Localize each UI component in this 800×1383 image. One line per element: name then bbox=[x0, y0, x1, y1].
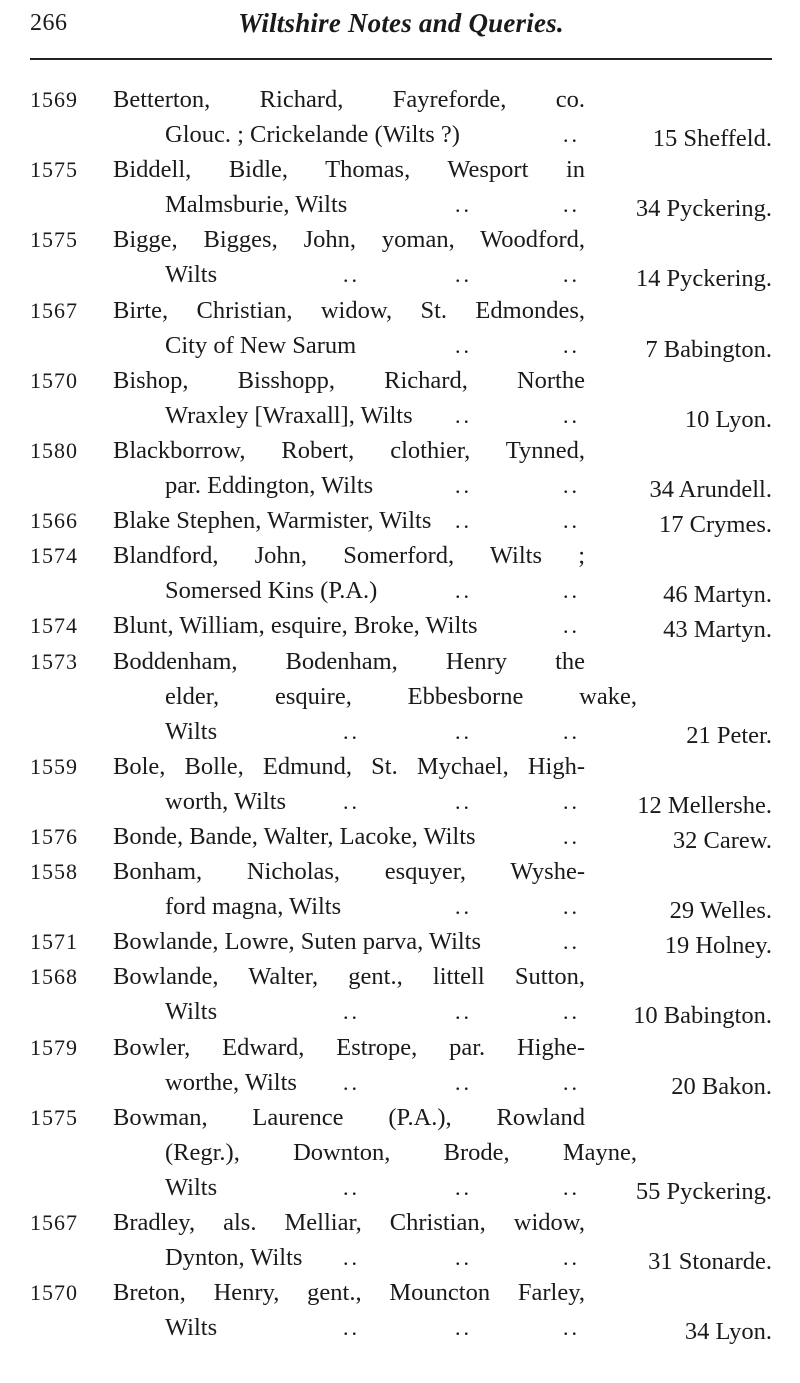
entry-text: Bowlande, Walter, gent., littell Sutton, bbox=[113, 963, 585, 991]
entry bbox=[0, 433, 800, 503]
entry-text: (Regr.), Downton, Brode, Mayne, bbox=[165, 1138, 637, 1166]
entry-text: Wraxley [Wraxall], Wilts bbox=[165, 401, 413, 429]
leader-dots: .. bbox=[343, 1315, 360, 1341]
entry-line bbox=[0, 222, 800, 257]
running-title: Wiltshire Notes and Queries. bbox=[238, 8, 564, 38]
entry-text: City of New Sarum bbox=[165, 331, 357, 359]
entry-reference: 15 Sheffeld. bbox=[652, 125, 772, 153]
entry-year: 1558 bbox=[30, 859, 78, 885]
entry-reference: 7 Babington. bbox=[645, 335, 772, 363]
entry-reference: 32 Carew. bbox=[672, 826, 772, 854]
entry bbox=[0, 644, 800, 749]
header-rule bbox=[30, 58, 772, 60]
entry-text: Bowman, Laurence (P.A.), Rowland bbox=[113, 1103, 585, 1131]
entry-reference: 34 Pyckering. bbox=[635, 195, 772, 223]
entry-text: worthe, Wilts bbox=[165, 1068, 297, 1096]
entry-reference: 10 Lyon. bbox=[684, 405, 772, 433]
entry-line bbox=[0, 854, 800, 889]
entry-line bbox=[0, 257, 800, 292]
entry-year: 1571 bbox=[30, 929, 78, 955]
leader-dots: .. bbox=[563, 473, 580, 499]
leader-dots: .. bbox=[343, 1069, 360, 1095]
entry-year: 1559 bbox=[30, 753, 78, 779]
entry-text: Wilts bbox=[165, 1314, 218, 1342]
entry-line bbox=[0, 924, 800, 959]
entry-line bbox=[0, 152, 800, 187]
entry-year: 1574 bbox=[30, 613, 78, 639]
leader-dots: .. bbox=[455, 788, 472, 814]
entry-line bbox=[0, 1135, 800, 1170]
entry-line bbox=[0, 644, 800, 679]
entry-year: 1575 bbox=[30, 157, 78, 183]
entry-reference: 10 Babington. bbox=[633, 1002, 772, 1030]
entry-reference: 29 Welles. bbox=[669, 897, 772, 925]
leader-dots: .. bbox=[563, 999, 580, 1025]
entry-line bbox=[0, 433, 800, 468]
leader-dots: .. bbox=[455, 999, 472, 1025]
entry bbox=[0, 959, 800, 1029]
entry-year: 1575 bbox=[30, 227, 78, 253]
leader-dots: .. bbox=[563, 823, 580, 849]
entry bbox=[0, 854, 800, 924]
entry-line bbox=[0, 994, 800, 1029]
entry-text: elder, esquire, Ebbesborne wake, bbox=[165, 682, 637, 710]
entry-line bbox=[0, 608, 800, 643]
entry-line bbox=[0, 1065, 800, 1100]
leader-dots: .. bbox=[455, 402, 472, 428]
leader-dots: .. bbox=[563, 1174, 580, 1200]
page-number: 266 bbox=[30, 10, 68, 36]
entry bbox=[0, 82, 800, 152]
entry bbox=[0, 1100, 800, 1205]
entry-year: 1575 bbox=[30, 1104, 78, 1130]
entry-year: 1580 bbox=[30, 437, 78, 463]
leader-dots: .. bbox=[343, 788, 360, 814]
leader-dots: .. bbox=[455, 262, 472, 288]
leader-dots: .. bbox=[563, 578, 580, 604]
leader-dots: .. bbox=[563, 262, 580, 288]
leader-dots: .. bbox=[343, 1174, 360, 1200]
entry-text: Bowler, Edward, Estrope, par. Highe- bbox=[113, 1033, 585, 1061]
leader-dots: .. bbox=[563, 788, 580, 814]
leader-dots: .. bbox=[563, 122, 580, 148]
entry-line bbox=[0, 714, 800, 749]
entry-text: Wilts bbox=[165, 998, 218, 1026]
leader-dots: .. bbox=[455, 473, 472, 499]
entry-year: 1570 bbox=[30, 367, 78, 393]
leader-dots: .. bbox=[563, 1069, 580, 1095]
entry-text: Bowlande, Lowre, Suten parva, Wilts bbox=[113, 928, 482, 956]
entry-year: 1569 bbox=[30, 87, 78, 112]
entry-line bbox=[0, 398, 800, 433]
entry-line bbox=[0, 503, 800, 538]
entry bbox=[0, 924, 800, 959]
entry-text: worth, Wilts bbox=[165, 787, 287, 815]
entry-text: Blake Stephen, Warmister, Wilts bbox=[113, 507, 432, 535]
entry-line bbox=[0, 1100, 800, 1135]
entry-text: Blackborrow, Robert, clothier, Tynned, bbox=[113, 436, 585, 464]
leader-dots: .. bbox=[343, 262, 360, 288]
entry-reference: 19 Holney. bbox=[664, 932, 772, 960]
entry-text: Bole, Bolle, Edmund, St. Mychael, High- bbox=[113, 752, 585, 780]
entry bbox=[0, 819, 800, 854]
entry-line bbox=[0, 187, 800, 222]
entry-year: 1574 bbox=[30, 543, 78, 569]
leader-dots: .. bbox=[563, 332, 580, 358]
entry-text: Breton, Henry, gent., Mouncton Farley, bbox=[113, 1279, 585, 1307]
leader-dots: .. bbox=[563, 929, 580, 955]
entry-reference: 31 Stonarde. bbox=[648, 1248, 772, 1276]
entry-reference: 43 Martyn. bbox=[663, 616, 772, 644]
entry-text: Wilts bbox=[165, 1173, 218, 1201]
entry-reference: 34 Lyon. bbox=[684, 1318, 772, 1346]
entry-reference: 20 Bakon. bbox=[671, 1072, 772, 1100]
leader-dots: .. bbox=[563, 718, 580, 744]
entry-reference: 12 Mellershe. bbox=[637, 791, 772, 819]
leader-dots: .. bbox=[455, 1315, 472, 1341]
entry-line bbox=[0, 468, 800, 503]
entry bbox=[0, 749, 800, 819]
entry bbox=[0, 538, 800, 608]
leader-dots: .. bbox=[343, 999, 360, 1025]
entry-text: Bigge, Bigges, John, yoman, Woodford, bbox=[113, 226, 585, 254]
entry-reference: 17 Crymes. bbox=[659, 511, 772, 539]
leader-dots: .. bbox=[455, 578, 472, 604]
entry-reference: 34 Arundell. bbox=[649, 476, 772, 504]
entry-year: 1570 bbox=[30, 1280, 78, 1306]
leader-dots: .. bbox=[563, 1245, 580, 1271]
entry-line bbox=[0, 1310, 800, 1345]
entry-text: Blunt, William, esquire, Broke, Wilts bbox=[113, 612, 478, 640]
entry-text: Bishop, Bisshopp, Richard, Northe bbox=[113, 366, 585, 394]
entry-text: Bradley, als. Melliar, Christian, widow, bbox=[113, 1209, 585, 1236]
leader-dots: .. bbox=[563, 613, 580, 639]
entry-text: par. Eddington, Wilts bbox=[165, 472, 374, 500]
entry-line bbox=[0, 819, 800, 854]
entry-text: Bonde, Bande, Walter, Lacoke, Wilts bbox=[113, 822, 476, 850]
leader-dots: .. bbox=[455, 1245, 472, 1271]
entry bbox=[0, 1275, 800, 1345]
entry-line bbox=[0, 749, 800, 784]
entry-year: 1568 bbox=[30, 964, 78, 990]
leader-dots: .. bbox=[343, 718, 360, 744]
entry-line bbox=[0, 573, 800, 608]
entry bbox=[0, 293, 800, 363]
leader-dots: .. bbox=[563, 1315, 580, 1341]
entry bbox=[0, 1205, 800, 1275]
entry-text: Somersed Kins (P.A.) bbox=[165, 577, 378, 605]
entry-line bbox=[0, 1205, 800, 1240]
leader-dots: .. bbox=[563, 192, 580, 218]
entry-line bbox=[0, 959, 800, 994]
entry-year: 1567 bbox=[30, 1210, 78, 1235]
entry-line bbox=[0, 538, 800, 573]
entry-line bbox=[0, 889, 800, 924]
entry-year: 1573 bbox=[30, 648, 78, 674]
entry-line bbox=[0, 1240, 800, 1275]
entry-line bbox=[0, 784, 800, 819]
entry-year: 1576 bbox=[30, 823, 78, 849]
entry bbox=[0, 608, 800, 643]
entry-text: Wilts bbox=[165, 717, 218, 745]
entry-line bbox=[0, 1030, 800, 1065]
entry-text: Betterton, Richard, Fayreforde, co. bbox=[113, 86, 585, 113]
entry-line bbox=[0, 679, 800, 714]
entry-reference: 21 Peter. bbox=[686, 721, 772, 749]
leader-dots: .. bbox=[563, 508, 580, 534]
entry-year: 1566 bbox=[30, 508, 78, 534]
entry-text: Malmsburie, Wilts bbox=[165, 191, 348, 219]
entry-line bbox=[0, 82, 800, 117]
leader-dots: .. bbox=[455, 718, 472, 744]
entry-reference: 46 Martyn. bbox=[663, 581, 772, 609]
entry-text: ford magna, Wilts bbox=[165, 893, 342, 921]
leader-dots: .. bbox=[455, 508, 472, 534]
leader-dots: .. bbox=[455, 1174, 472, 1200]
entry-text: Boddenham, Bodenham, Henry the bbox=[113, 647, 585, 675]
entry-text: Blandford, John, Somerford, Wilts ; bbox=[113, 542, 585, 570]
leader-dots: .. bbox=[563, 894, 580, 920]
entry-text: Biddell, Bidle, Thomas, Wesport in bbox=[113, 156, 585, 184]
entry-reference: 14 Pyckering. bbox=[635, 265, 772, 293]
entry-line bbox=[0, 328, 800, 363]
entry-text: Dynton, Wilts bbox=[165, 1244, 303, 1272]
leader-dots: .. bbox=[455, 1069, 472, 1095]
entry-text: Bonham, Nicholas, esquyer, Wyshe- bbox=[113, 858, 585, 886]
entry-line bbox=[0, 117, 800, 152]
leader-dots: .. bbox=[563, 402, 580, 428]
entry-text: Wilts bbox=[165, 261, 218, 289]
entry bbox=[0, 503, 800, 538]
entry-year: 1567 bbox=[30, 297, 78, 323]
entry bbox=[0, 1030, 800, 1100]
leader-dots: .. bbox=[455, 332, 472, 358]
entry-line bbox=[0, 293, 800, 328]
entry-line bbox=[0, 1170, 800, 1205]
entry-text: Birte, Christian, widow, St. Edmondes, bbox=[113, 296, 585, 324]
page-header bbox=[30, 8, 772, 46]
leader-dots: .. bbox=[455, 192, 472, 218]
entry-list bbox=[0, 82, 800, 1345]
entry-year: 1579 bbox=[30, 1034, 78, 1060]
leader-dots: .. bbox=[343, 1245, 360, 1271]
entry bbox=[0, 152, 800, 222]
entry bbox=[0, 222, 800, 292]
leader-dots: .. bbox=[455, 894, 472, 920]
entry-line bbox=[0, 1275, 800, 1310]
entry-reference: 55 Pyckering. bbox=[635, 1177, 772, 1205]
entry-text: Glouc. ; Crickelande (Wilts ?) bbox=[165, 121, 460, 149]
entry bbox=[0, 363, 800, 433]
entry-line bbox=[0, 363, 800, 398]
